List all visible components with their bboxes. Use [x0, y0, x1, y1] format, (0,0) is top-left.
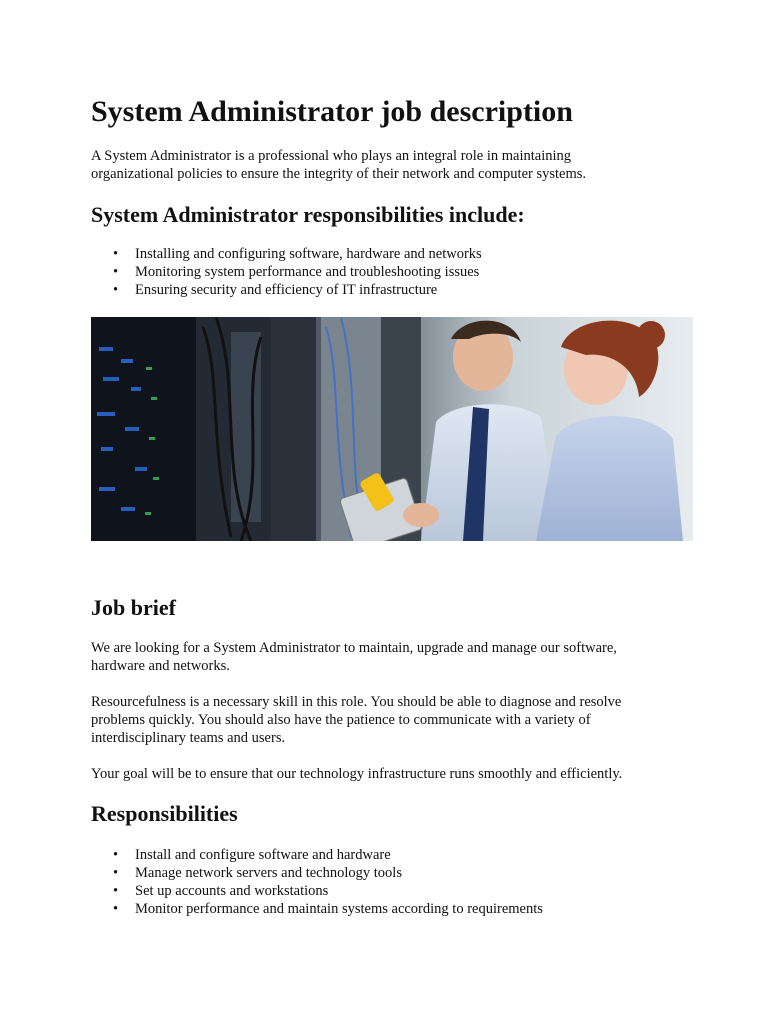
- list-item-text: Manage network servers and technology tools: [135, 865, 402, 881]
- responsibilities-include-heading: System Administrator responsibilities include:: [91, 202, 525, 227]
- job-brief-paragraph-3: [91, 765, 691, 783]
- list-item-text: Install and configure software and hardware: [135, 847, 391, 863]
- list-item: [91, 263, 482, 281]
- bullet-icon: •: [113, 847, 119, 863]
- list-item: [91, 900, 543, 918]
- page-title: System Administrator job description: [91, 95, 573, 128]
- list-item-text: Installing and configuring software, hardware and networks: [135, 246, 482, 262]
- paragraph-line: We are looking for a System Administrator to maintain, upgrade and manage our software,: [91, 640, 617, 656]
- job-brief-paragraph-2: [91, 693, 691, 747]
- list-item-text: Monitoring system performance and troubleshooting issues: [135, 264, 480, 280]
- responsibilities-include-list: [91, 245, 482, 299]
- paragraph-line: hardware and networks.: [91, 658, 230, 674]
- intro-line: organizational policies to ensure the integrity of their network and computer systems.: [91, 166, 587, 182]
- list-item: [91, 846, 543, 864]
- list-item: [91, 281, 482, 299]
- bullet-icon: •: [113, 901, 119, 917]
- intro-line: A System Administrator is a professional who plays an integral role in maintaining: [91, 148, 572, 164]
- bullet-icon: •: [113, 282, 119, 298]
- bullet-icon: •: [113, 246, 119, 262]
- list-item: [91, 882, 543, 900]
- paragraph-line: problems quickly. You should also have the patience to communicate with a variety of: [91, 712, 591, 728]
- responsibilities-heading: Responsibilities: [91, 801, 238, 826]
- job-brief-paragraph-1: [91, 639, 691, 675]
- job-brief-heading: Job brief: [91, 595, 176, 620]
- server-room-photo: [91, 317, 693, 541]
- bullet-icon: •: [113, 264, 119, 280]
- responsibilities-list: [91, 846, 543, 918]
- list-item: [91, 245, 482, 263]
- paragraph-line: Your goal will be to ensure that our technology infrastructure runs smoothly and efficiently.: [91, 766, 623, 782]
- bullet-icon: •: [113, 865, 119, 881]
- list-item-text: Set up accounts and workstations: [135, 883, 329, 899]
- list-item-text: Ensuring security and efficiency of IT infrastructure: [135, 282, 438, 298]
- paragraph-line: Resourcefulness is a necessary skill in this role. You should be able to diagnose and resolve: [91, 694, 622, 710]
- list-item-text: Monitor performance and maintain systems according to requirements: [135, 901, 543, 917]
- bullet-icon: •: [113, 883, 119, 899]
- paragraph-line: interdisciplinary teams and users.: [91, 730, 286, 746]
- list-item: [91, 864, 543, 882]
- intro-paragraph: [91, 147, 691, 183]
